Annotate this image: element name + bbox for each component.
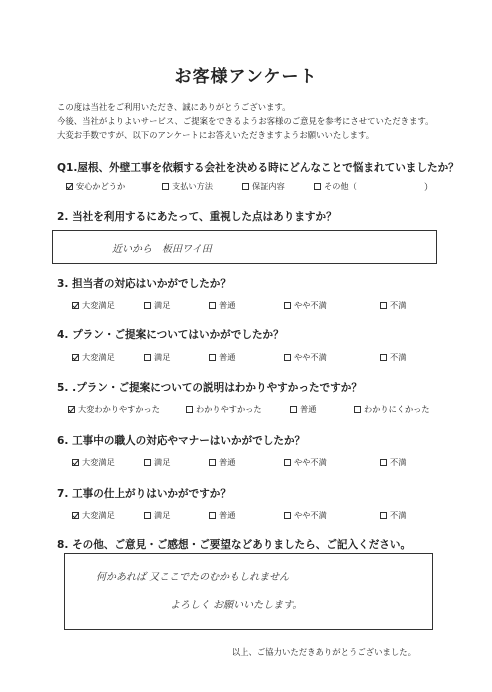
- option-label: 大変満足: [82, 300, 115, 310]
- option-label: やや不満: [294, 352, 327, 362]
- option-label: 満足: [154, 300, 171, 310]
- q4-option-very-satisfied[interactable]: [72, 352, 115, 363]
- checkbox-icon[interactable]: [144, 354, 151, 361]
- question-1: Q1.屋根、外壁工事を依頼する会社を決める時にどんなことで悩まれていましたか？: [57, 162, 459, 174]
- option-label: 普通: [219, 457, 236, 467]
- option-label: 普通: [219, 510, 236, 520]
- q1-other-close-paren: ）: [424, 183, 434, 193]
- option-label: やや不満: [294, 300, 327, 310]
- question-4: 4. プラン・ご提案についてはいかがでしたか？: [57, 329, 284, 341]
- survey-title: お客様アンケート: [174, 67, 318, 87]
- option-label: 大変わかりやすかった: [78, 404, 160, 414]
- q5-option-normal[interactable]: [290, 404, 316, 415]
- checkbox-icon[interactable]: [380, 512, 387, 519]
- option-label: やや不満: [294, 457, 327, 467]
- option-label: 不満: [390, 510, 407, 520]
- q6-option-dissatisfied[interactable]: [380, 457, 406, 468]
- q4-option-satisfied[interactable]: [144, 352, 170, 363]
- option-label: 不満: [390, 457, 407, 467]
- option-label: 安心かどうか: [76, 181, 126, 191]
- option-label: 大変満足: [82, 457, 115, 467]
- checkbox-checked-icon[interactable]: [72, 459, 79, 466]
- question-6: 6. 工事中の職人の対応やマナーはいかがでしたか？: [57, 435, 306, 447]
- checkbox-icon[interactable]: [284, 512, 291, 519]
- question-5: 5. .プラン・ご提案についての説明はわかりやすかったですか？: [57, 382, 362, 394]
- q3-option-very-satisfied[interactable]: [72, 300, 115, 311]
- q7-option-very-satisfied[interactable]: [72, 510, 115, 521]
- checkbox-icon[interactable]: [380, 302, 387, 309]
- question-7: 7. 工事の仕上がりはいかがですか？: [57, 488, 231, 500]
- checkbox-icon[interactable]: [354, 406, 361, 413]
- checkbox-checked-icon[interactable]: [72, 354, 79, 361]
- checkbox-icon[interactable]: [290, 406, 297, 413]
- q3-option-somewhat-dissatisfied[interactable]: [284, 300, 327, 311]
- q6-option-normal[interactable]: [209, 457, 235, 468]
- checkbox-icon[interactable]: [314, 183, 321, 190]
- checkbox-icon[interactable]: [209, 302, 216, 309]
- q6-option-very-satisfied[interactable]: [72, 457, 115, 468]
- checkbox-icon[interactable]: [209, 512, 216, 519]
- checkbox-icon[interactable]: [380, 459, 387, 466]
- checkbox-icon[interactable]: [284, 302, 291, 309]
- q2-handwritten-answer: 近いから 板田ワイ田: [112, 244, 212, 255]
- q7-option-normal[interactable]: [209, 510, 235, 521]
- option-label: 支払い方法: [172, 181, 213, 191]
- checkbox-icon[interactable]: [144, 302, 151, 309]
- checkbox-icon[interactable]: [162, 183, 169, 190]
- checkbox-icon[interactable]: [284, 459, 291, 466]
- q4-option-somewhat-dissatisfied[interactable]: [284, 352, 327, 363]
- q7-option-dissatisfied[interactable]: [380, 510, 406, 521]
- checkbox-icon[interactable]: [209, 354, 216, 361]
- intro-line-2: 今後、当社がよりよいサービス、ご提案をできるようお客様のご意見を参考にさせていただきます。: [57, 116, 434, 126]
- option-label: 普通: [300, 404, 317, 414]
- q4-option-dissatisfied[interactable]: [380, 352, 406, 363]
- option-label: 満足: [154, 457, 171, 467]
- q2-answer-box[interactable]: [52, 230, 437, 264]
- option-label: わかりやすかった: [196, 404, 262, 414]
- option-label: 大変満足: [82, 510, 115, 520]
- q6-option-somewhat-dissatisfied[interactable]: [284, 457, 327, 468]
- intro-line-1: この度は当社をご利用いただき、誠にありがとうございます。: [57, 102, 291, 112]
- option-label: 不満: [390, 352, 407, 362]
- q8-handwritten-line-2: よろしく お願いいたします。: [170, 600, 303, 611]
- q7-option-satisfied[interactable]: [144, 510, 170, 521]
- q7-option-somewhat-dissatisfied[interactable]: [284, 510, 327, 521]
- question-3: 3. 担当者の対応はいかがでしたか？: [57, 278, 231, 290]
- q5-option-very-clear[interactable]: [68, 404, 160, 415]
- q3-option-normal[interactable]: [209, 300, 235, 311]
- checkbox-checked-icon[interactable]: [72, 512, 79, 519]
- intro-line-3: 大変お手数ですが、以下のアンケートにお答えいただきますようお願いいたします。: [57, 130, 375, 140]
- option-label: 普通: [219, 300, 236, 310]
- q1-option-anshin[interactable]: [66, 181, 125, 192]
- option-label: わかりにくかった: [364, 404, 430, 414]
- footer-thanks: 以上、ご協力いただきありがとうございました。: [231, 647, 416, 657]
- q6-option-satisfied[interactable]: [144, 457, 170, 468]
- option-label: その他（: [324, 181, 357, 191]
- checkbox-checked-icon[interactable]: [72, 302, 79, 309]
- q3-option-dissatisfied[interactable]: [380, 300, 406, 311]
- checkbox-icon[interactable]: [209, 459, 216, 466]
- q8-answer-box[interactable]: [64, 553, 433, 630]
- q5-option-clear[interactable]: [186, 404, 262, 415]
- option-label: 普通: [219, 352, 236, 362]
- checkbox-icon[interactable]: [380, 354, 387, 361]
- option-label: 満足: [154, 352, 171, 362]
- q8-handwritten-line-1: 何かあれば 又ここでたのむかもしれません: [96, 572, 290, 583]
- checkbox-icon[interactable]: [144, 459, 151, 466]
- checkbox-checked-icon[interactable]: [68, 406, 75, 413]
- q1-option-warranty[interactable]: [242, 181, 285, 192]
- checkbox-icon[interactable]: [144, 512, 151, 519]
- question-2: 2. 当社を利用するにあたって、重視した点はありますか？: [57, 211, 337, 223]
- question-8: 8. その他、ご意見・ご感想・ご要望などありましたら、ご記入ください。: [57, 539, 412, 551]
- q1-option-payment[interactable]: [162, 181, 213, 192]
- option-label: 大変満足: [82, 352, 115, 362]
- option-label: 保証内容: [252, 181, 285, 191]
- q3-option-satisfied[interactable]: [144, 300, 170, 311]
- checkbox-icon[interactable]: [284, 354, 291, 361]
- checkbox-checked-icon[interactable]: [66, 183, 73, 190]
- option-label: やや不満: [294, 510, 327, 520]
- option-label: 不満: [390, 300, 407, 310]
- checkbox-icon[interactable]: [186, 406, 193, 413]
- option-label: 満足: [154, 510, 171, 520]
- q4-option-normal[interactable]: [209, 352, 235, 363]
- checkbox-icon[interactable]: [242, 183, 249, 190]
- q1-option-other[interactable]: [314, 181, 357, 192]
- q5-option-unclear[interactable]: [354, 404, 430, 415]
